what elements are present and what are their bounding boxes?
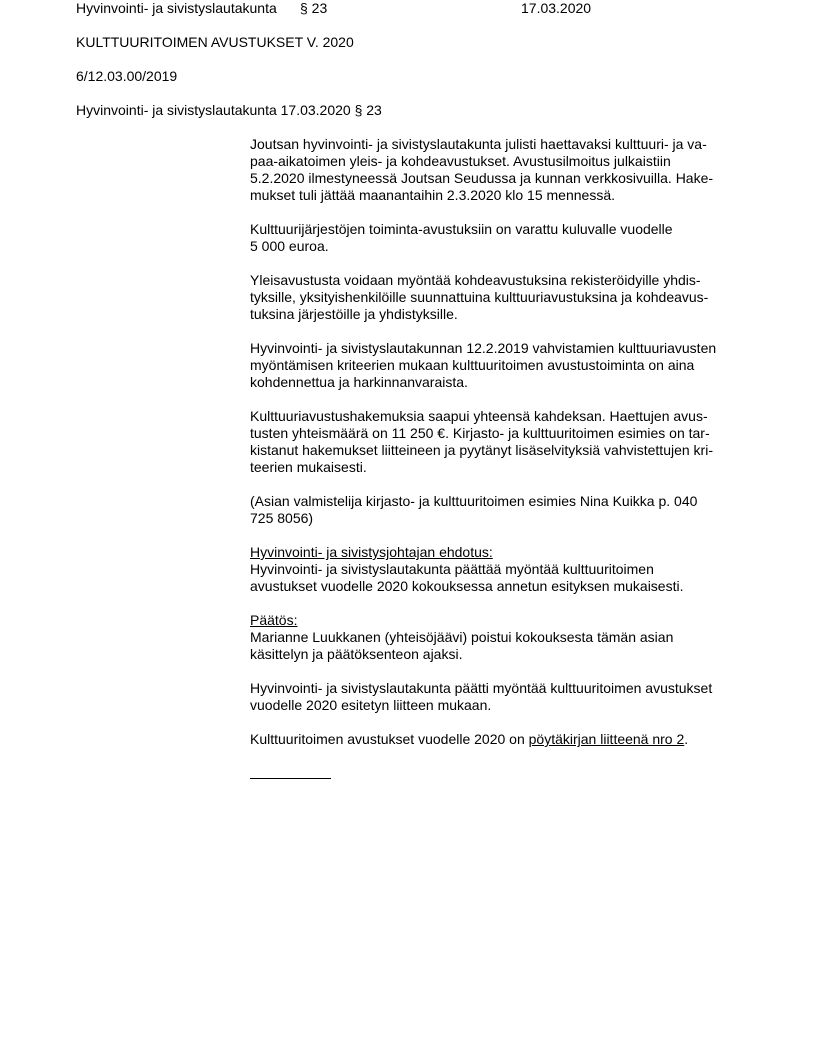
text-line: tyksille, yksityishenkilöille suunnattuina kulttuuriavustuksina ja kohdeavus- bbox=[250, 289, 709, 305]
text-line: 5 000 euroa. bbox=[250, 238, 329, 254]
paragraph-announcement bbox=[250, 136, 750, 204]
text-line: Hyvinvointi- ja sivistyslautakunnan 12.2.2019 vahvistamien kulttuuriavusten bbox=[250, 340, 717, 356]
text-line: Kulttuurijärjestöjen toiminta-avustuksiin on varattu kuluvalle vuodelle bbox=[250, 221, 673, 237]
text-line: tuksina järjestöille ja yhdistyksille. bbox=[250, 306, 458, 322]
text-line: Hyvinvointi- ja sivistyslautakunta päätti myöntää kulttuuritoimen avustukset bbox=[250, 680, 713, 696]
text-line: myöntämisen kriteerien mukaan kulttuuritoimen avustustoiminta on aina bbox=[250, 357, 695, 373]
text-line: avustukset vuodelle 2020 kokouksessa annetun esityksen mukaisesti. bbox=[250, 578, 684, 594]
attachment-line bbox=[250, 731, 750, 748]
text-line: mukset tuli jättää maanantaihin 2.3.2020 klo 15 mennessä. bbox=[250, 187, 616, 203]
text-line: kistanut hakemukset liitteineen ja pyytänyt lisäselvityksiä vahvistettujen kri- bbox=[250, 442, 713, 458]
paragraph-preparer bbox=[250, 493, 750, 527]
proposal-heading: Hyvinvointi- ja sivistysjohtajan ehdotus: bbox=[250, 544, 493, 560]
paragraph-decision-result bbox=[250, 680, 750, 714]
paragraph-criteria bbox=[250, 340, 750, 391]
text-line: käsittelyn ja päätöksenteon ajaksi. bbox=[250, 646, 463, 662]
text-line: paa-aikatoimen yleis- ja kohdeavustukset. Avustusilmoitus julkaistiin bbox=[250, 153, 671, 169]
text-line: Yleisavustusta voidaan myöntää kohdeavustuksina rekisteröidyille yhdis- bbox=[250, 272, 701, 288]
paragraph-applications bbox=[250, 408, 750, 476]
paragraph-general-grants bbox=[250, 272, 750, 323]
meeting-reference: Hyvinvointi- ja sivistyslautakunta 17.03.2020 § 23 bbox=[76, 102, 382, 118]
attachment-period: . bbox=[684, 731, 689, 747]
text-line: Joutsan hyvinvointi- ja sivistyslautakunta julisti haettavaksi kulttuuri- ja va- bbox=[250, 136, 707, 152]
text-line: Marianne Luukkanen (yhteisöjäävi) poistui kokouksesta tämän asian bbox=[250, 629, 674, 645]
decision-heading: Päätös: bbox=[250, 612, 298, 628]
text-line: vuodelle 2020 esitetyn liitteen mukaan. bbox=[250, 697, 492, 713]
text-line: 725 8056) bbox=[250, 510, 314, 526]
document-title: KULTTUURITOIMEN AVUSTUKSET V. 2020 bbox=[76, 34, 354, 50]
paragraph-proposal bbox=[250, 544, 750, 595]
attachment-text: Kulttuuritoimen avustukset vuodelle 2020 on bbox=[250, 731, 529, 747]
text-line: 5.2.2020 ilmestyneessä Joutsan Seudussa ja kunnan verkkosivuilla. Hake- bbox=[250, 170, 714, 186]
text-line: teerien mukaisesti. bbox=[250, 459, 367, 475]
paragraph-attachment bbox=[250, 731, 750, 748]
document-reference: 6/12.03.00/2019 bbox=[76, 68, 178, 84]
text-line: (Asian valmistelija kirjasto- ja kulttuuritoimen esimies Nina Kuikka p. 040 bbox=[250, 493, 698, 509]
text-line: kohdennettua ja harkinnanvaraista. bbox=[250, 374, 468, 390]
end-separator-line bbox=[250, 765, 750, 783]
header-date: 17.03.2020 bbox=[521, 0, 592, 16]
header-section-number: § 23 bbox=[300, 0, 328, 16]
paragraph-budget bbox=[250, 221, 750, 255]
text-line: Kulttuuriavustushakemuksia saapui yhteensä kahdeksan. Haettujen avus- bbox=[250, 408, 708, 424]
header-board-name: Hyvinvointi- ja sivistyslautakunta bbox=[76, 0, 277, 16]
attachment-link[interactable]: pöytäkirjan liitteenä nro 2 bbox=[528, 731, 685, 747]
document-body bbox=[250, 136, 750, 783]
text-line: Hyvinvointi- ja sivistyslautakunta päättää myöntää kulttuuritoimen bbox=[250, 561, 654, 577]
paragraph-decision bbox=[250, 612, 750, 663]
text-line: tusten yhteismäärä on 11 250 €. Kirjasto- ja kulttuuritoimen esimies on tar- bbox=[250, 425, 710, 441]
